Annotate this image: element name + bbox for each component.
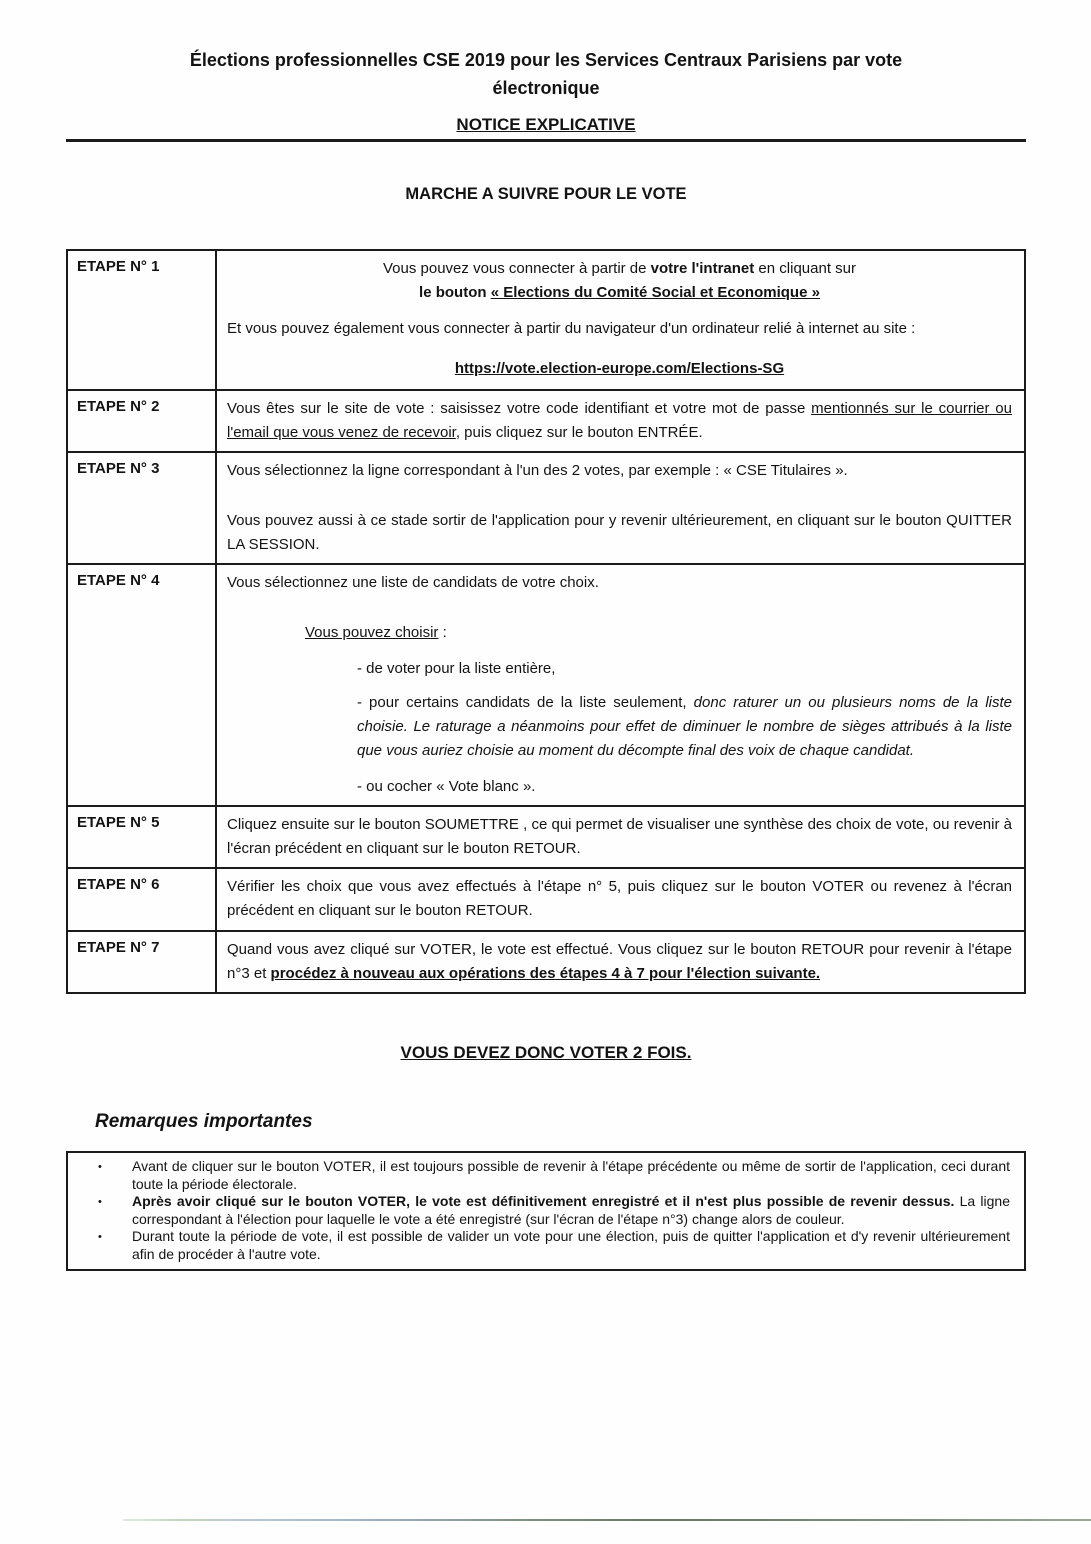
step-row-2 xyxy=(67,390,1025,452)
text-segment: Vous sélectionnez une liste de candidats de votre choix. xyxy=(227,574,599,591)
paragraph xyxy=(227,938,1012,986)
vote-twice-heading xyxy=(66,1043,1026,1063)
step-row-6 xyxy=(67,868,1025,931)
step-content xyxy=(216,806,1025,868)
text-segment: Durant toute la période de vote, il est possible de valider un vote pour une élection, puis de quitter l'application et d'y revenir ultérieurement afin de procéder à l'autre vote. xyxy=(132,1228,1010,1262)
text-segment: Après avoir cliqué sur le bouton VOTER, le vote est définitivement enregistré et il n'est plus possible de revenir dessus. xyxy=(132,1193,955,1209)
subtitle xyxy=(66,115,1026,135)
paragraph xyxy=(305,621,1012,645)
text-segment: : xyxy=(438,624,447,641)
step-label: ETAPE N° 5 xyxy=(67,806,216,868)
paragraph xyxy=(227,257,1012,281)
text-segment: Cliquez ensuite sur le bouton SOUMETTRE , ce qui permet de visualiser une synthèse des choix de vote, ou revenir à l'écran précédent en cliquant sur le bouton RETOUR. xyxy=(227,816,1012,857)
paragraph xyxy=(227,813,1012,861)
step-row-1 xyxy=(67,250,1025,390)
remark-text xyxy=(132,1228,1010,1263)
text-segment: le bouton xyxy=(419,284,491,301)
text-segment: - de voter pour la liste entière, xyxy=(357,660,556,677)
paragraph xyxy=(357,657,1012,681)
paragraph xyxy=(227,397,1012,445)
bullet-marker: • xyxy=(98,1161,102,1173)
paragraph xyxy=(227,459,1012,483)
text-segment: mentionnés sur le courrier ou l'email que vous venez de recevoir xyxy=(227,400,1012,441)
text-segment: Vous sélectionnez la ligne correspondant à l'un des 2 votes, par exemple : « CSE Titulaires ». xyxy=(227,462,848,479)
step-row-7 xyxy=(67,931,1025,993)
step-content xyxy=(216,564,1025,806)
bullet-marker: • xyxy=(98,1196,102,1208)
step-row-4 xyxy=(67,564,1025,806)
paragraph xyxy=(227,509,1012,557)
vote-twice-text: VOUS DEVEZ DONC VOTER 2 FOIS. xyxy=(400,1043,692,1062)
text-segment: Vous pouvez choisir xyxy=(305,624,439,641)
vote-url-text: https://vote.election-europe.com/Elections-SG xyxy=(454,360,785,377)
section-heading: MARCHE A SUIVRE POUR LE VOTE xyxy=(405,185,687,203)
step-content xyxy=(216,390,1025,452)
step-content xyxy=(216,868,1025,931)
paragraph xyxy=(227,875,1012,923)
text-segment: Vous pouvez vous connecter à partir de xyxy=(383,260,651,277)
paragraph xyxy=(357,691,1012,763)
paragraph xyxy=(357,775,1012,799)
text-segment: Et vous pouvez également vous connecter à partir du navigateur d'un ordinateur relié à internet au site : xyxy=(227,320,916,337)
remark-item xyxy=(68,1158,1010,1193)
header-rule xyxy=(66,139,1026,142)
text-segment: - pour certains candidats de la liste seulement, xyxy=(357,694,694,711)
remark-text xyxy=(132,1158,1010,1193)
step-content xyxy=(216,931,1025,993)
scan-artifact-line xyxy=(123,1519,1091,1521)
step-label: ETAPE N° 1 xyxy=(67,250,216,390)
text-segment: procédez à nouveau aux opérations des étapes 4 à 7 pour l'élection suivante. xyxy=(270,965,821,982)
step-label: ETAPE N° 3 xyxy=(67,452,216,564)
bullet-marker: • xyxy=(98,1231,102,1243)
page-title-line2: électronique xyxy=(492,78,600,98)
text-segment: Vérifier les choix que vous avez effectués à l'étape n° 5, puis cliquez sur le bouton VOTER ou revenez à l'écran précédent en cliquant sur le bouton RETOUR. xyxy=(227,878,1012,919)
remark-item xyxy=(68,1228,1010,1263)
text-segment: Vous pouvez aussi à ce stade sortir de l'application pour y revenir ultérieurement, en cliquant sur le bouton QUITTER LA SESSION. xyxy=(227,512,1012,553)
step-label: ETAPE N° 2 xyxy=(67,390,216,452)
text-segment: La ligne correspondant à l'élection pour laquelle le vote a été enregistré (sur l'écran de l'étape n°3) change alors de couleur. xyxy=(132,1193,1010,1227)
remark-item xyxy=(68,1193,1010,1228)
paragraph xyxy=(227,317,1012,341)
text-segment: donc raturer un ou plusieurs noms de la liste choisie. Le raturage a néanmoins pour effet de diminuer le nombre de sièges attribués à la liste que vous auriez choisie au moment du décompte final des voix de chaque candidat. xyxy=(357,694,1012,759)
paragraph xyxy=(227,357,1012,381)
step-label: ETAPE N° 4 xyxy=(67,564,216,806)
text-segment: , puis cliquez sur le bouton ENTRÉE. xyxy=(455,424,703,441)
text-segment: Vous êtes sur le site de vote : saisissez votre code identifiant et votre mot de passe xyxy=(227,400,812,417)
text-segment: votre l'intranet xyxy=(650,260,755,277)
step-label: ETAPE N° 7 xyxy=(67,931,216,993)
remarks-box xyxy=(66,1151,1026,1271)
text-segment: en cliquant sur xyxy=(754,260,856,277)
subtitle-text: NOTICE EXPLICATIVE xyxy=(456,115,636,134)
remarks-heading: Remarques importantes xyxy=(95,1111,313,1132)
steps-table xyxy=(66,249,1026,994)
step-label: ETAPE N° 6 xyxy=(67,868,216,931)
remark-text xyxy=(132,1193,1010,1228)
step-row-3 xyxy=(67,452,1025,564)
step-content xyxy=(216,452,1025,564)
paragraph xyxy=(227,571,1012,595)
text-segment: - ou cocher « Vote blanc ». xyxy=(357,778,536,795)
text-segment: Avant de cliquer sur le bouton VOTER, il est toujours possible de revenir à l'étape précédente ou même de sortir de l'application, ceci durant toute la période électorale. xyxy=(132,1158,1010,1192)
paragraph xyxy=(227,281,1012,305)
step-content xyxy=(216,250,1025,390)
text-segment: « Elections du Comité Social et Economique » xyxy=(490,284,820,301)
page-title xyxy=(66,46,1026,102)
text-segment: Quand vous avez cliqué sur VOTER, le vote est effectué. Vous cliquez sur le bouton RETOUR pour revenir à l'étape n°3 et xyxy=(227,941,1012,982)
page-title-line1: Élections professionnelles CSE 2019 pour les Services Centraux Parisiens par vote xyxy=(189,50,903,70)
step-row-5 xyxy=(67,806,1025,868)
